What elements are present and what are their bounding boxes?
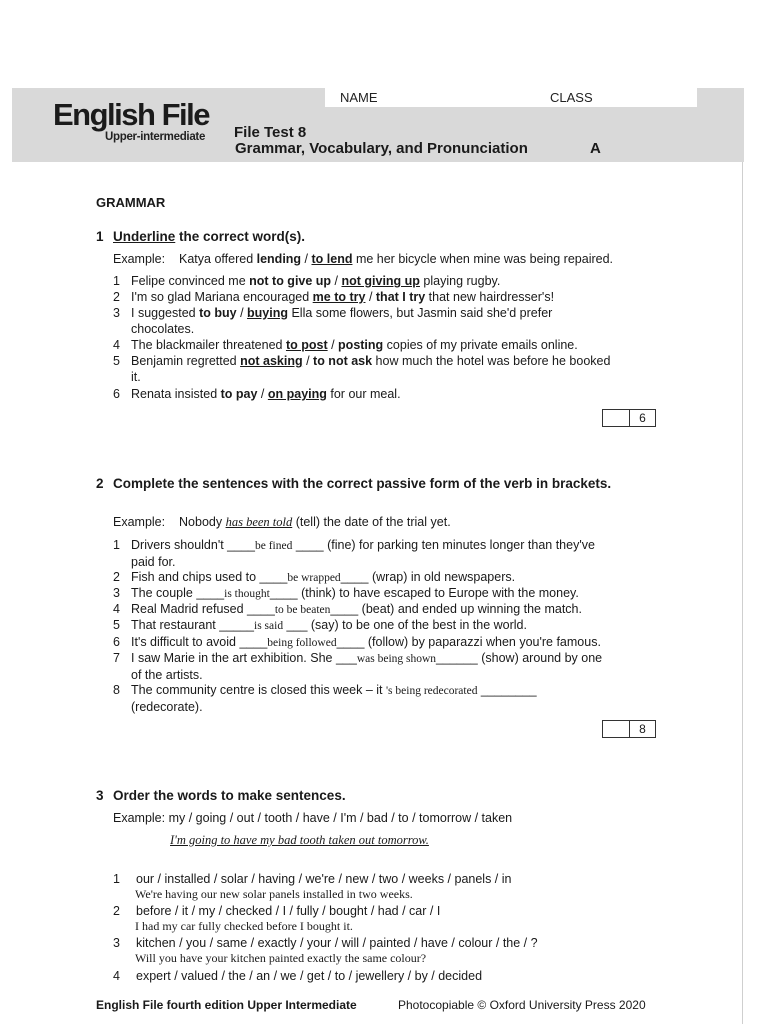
item-text-b: ___ (say) to be one of the best in the world. [283, 618, 527, 632]
example-answer: has been told [225, 515, 293, 529]
item-text-b: ________ [477, 683, 537, 697]
item-number: 4 [113, 602, 120, 616]
item-text [131, 682, 651, 715]
handwritten-answer: be wrapped [287, 572, 341, 584]
item-text [131, 601, 651, 618]
q2-heading: Complete the sentences with the correct passive form of the verb in brackets. [113, 476, 612, 491]
item-number: 6 [113, 387, 120, 401]
option-sep: / [327, 338, 339, 352]
example-label: Example: [113, 515, 166, 529]
option-2: to not ask [313, 354, 373, 368]
q3-example [113, 810, 512, 826]
q1-score: 6 [639, 411, 646, 425]
q2-score: 8 [639, 722, 646, 736]
item-number: 3 [113, 306, 120, 320]
test-title: Grammar, Vocabulary, and Pronunciation [235, 140, 528, 157]
item-text [131, 386, 651, 402]
option-sep: / [236, 306, 248, 320]
logo-title: English File [53, 97, 209, 132]
example-words: my / going / out / tooth / have / I'm / bad / to / tomorrow / taken [168, 811, 513, 825]
item-text-e: that new hairdresser's! [425, 290, 555, 304]
q1-heading [113, 229, 633, 245]
handwritten-answer: is said [254, 620, 284, 632]
item-text-e: playing rugby. [419, 274, 501, 288]
name-label: NAME [340, 90, 378, 105]
test-version: A [590, 140, 601, 157]
handwritten-answer: 's being redecorated [385, 685, 478, 697]
handwritten-answer: We're having our new solar panels installed in two weeks. [135, 887, 413, 901]
handwritten-answer: I had my car fully checked before I bought it. [135, 919, 353, 933]
item-text [131, 569, 651, 586]
handwritten-answer: is thought [224, 588, 270, 600]
example-text: (tell) the date of the trial yet. [292, 515, 451, 529]
example-option-underlined: to lend [311, 252, 353, 266]
item-number: 1 [113, 274, 120, 288]
item-number: 1 [113, 872, 120, 886]
item-continuation: (redecorate). [131, 700, 203, 714]
item-text-a: Real Madrid refused ____ [131, 602, 275, 616]
item-text-b: ____ (fine) for parking ten minutes longer than they've [292, 538, 595, 552]
q1-example [113, 251, 613, 267]
q3-number: 3 [96, 788, 104, 803]
name-class-box [325, 88, 697, 107]
q2-score-box [602, 720, 656, 738]
item-text [131, 305, 651, 337]
item-number: 4 [113, 969, 120, 983]
item-text-a: Drivers shouldn't ____ [131, 538, 255, 552]
option-sep: / [365, 290, 376, 304]
q1-heading-underline: Underline [113, 229, 176, 244]
option-2: buying [247, 306, 288, 320]
item-number: 2 [113, 570, 120, 584]
q1-number: 1 [96, 229, 104, 244]
footer-right: Photocopiable © Oxford University Press 2020 [398, 998, 646, 1012]
option-sep: / [257, 387, 268, 401]
option-1: to post [285, 338, 328, 352]
page-edge [742, 160, 743, 1024]
item-text-b: ____ (think) to have escaped to Europe with the money. [269, 586, 579, 600]
item-continuation: chocolates. [131, 322, 195, 336]
item-number: 5 [113, 618, 120, 632]
item-text-a: The couple ____ [131, 586, 225, 600]
option-1: to pay [220, 387, 258, 401]
item-text-b: ____ (beat) and ended up winning the match. [330, 602, 582, 616]
item-continuation: of the artists. [131, 668, 203, 682]
logo-subtitle: Upper-intermediate [105, 131, 206, 143]
example-sep: / [301, 252, 312, 266]
option-2: on paying [267, 387, 327, 401]
item-text [131, 337, 651, 353]
item-words: kitchen / you / same / exactly / your / will / painted / have / colour / the / ? [136, 936, 538, 950]
item-number: 1 [113, 538, 120, 552]
item-number: 8 [113, 683, 120, 697]
example-text: Katya offered [179, 252, 257, 266]
handwritten-answer: being followed [267, 637, 337, 649]
q3-heading: Order the words to make sentences. [113, 788, 346, 803]
item-number: 7 [113, 651, 120, 665]
example-option: lending [256, 252, 302, 266]
example-answer: I'm going to have my bad tooth taken out tomorrow. [170, 833, 429, 847]
item-words: before / it / my / checked / I / fully / bought / had / car / I [136, 904, 441, 918]
item-number: 3 [113, 936, 120, 950]
item-text-a: Fish and chips used to ____ [131, 570, 288, 584]
item-text-a: I'm so glad Mariana encouraged [131, 290, 313, 304]
handwritten-answer: to be beaten [274, 604, 331, 616]
item-number: 4 [113, 338, 120, 352]
item-text-a: That restaurant _____ [131, 618, 254, 632]
handwritten-answer: was being shown [356, 653, 437, 665]
option-1: not asking [240, 354, 303, 368]
item-number: 5 [113, 354, 120, 368]
class-label: CLASS [550, 90, 593, 105]
item-text-a: Felipe convinced me [131, 274, 250, 288]
item-text-a: The community centre is closed this week – it [131, 683, 386, 697]
item-text [131, 585, 651, 602]
handwritten-answer: Will you have your kitchen painted exactly the same colour? [135, 951, 427, 965]
handwritten-answer: be fined [254, 540, 293, 552]
option-1: to buy [199, 306, 237, 320]
item-words: expert / valued / the / an / we / get / to / jewellery / by / decided [136, 969, 483, 983]
item-text [131, 617, 651, 634]
item-number: 3 [113, 586, 120, 600]
q1-score-box [602, 409, 656, 427]
item-number: 6 [113, 635, 120, 649]
option-2: not giving up [341, 274, 420, 288]
item-text-a: I suggested [131, 306, 200, 320]
item-text-e: copies of my private emails online. [383, 338, 578, 352]
item-continuation: paid for. [131, 555, 176, 569]
item-text-e: Ella some flowers, but Jasmin said she'd prefer [288, 306, 553, 320]
example-label: Example: [113, 252, 166, 266]
test-number: File Test 8 [234, 124, 307, 141]
item-text [131, 353, 651, 385]
item-text [131, 537, 651, 570]
q3-example-answer [170, 832, 429, 848]
q1-heading-rest: the correct word(s). [175, 229, 306, 244]
item-text [131, 634, 651, 651]
example-text: me her bicycle when mine was being repaired. [352, 252, 614, 266]
item-text-b: ____ (wrap) in old newspapers. [340, 570, 516, 584]
option-sep: / [331, 274, 342, 288]
option-1: not to give up [249, 274, 332, 288]
item-number: 2 [113, 904, 120, 918]
item-text-a: The blackmailer threatened [131, 338, 286, 352]
item-text [131, 273, 651, 289]
option-sep: / [302, 354, 314, 368]
example-text: Nobody [179, 515, 226, 529]
item-text-a: Renata insisted [131, 387, 221, 401]
item-text-a: Benjamin regretted [131, 354, 241, 368]
item-continuation: it. [131, 370, 141, 384]
item-text-a: I saw Marie in the art exhibition. She ___ [131, 651, 357, 665]
item-text-e: for our meal. [326, 387, 401, 401]
item-text [131, 650, 651, 683]
option-2: that I try [375, 290, 426, 304]
item-words: our / installed / solar / having / we're / new / two / weeks / panels / in [136, 872, 512, 886]
item-text-b: ____ (follow) by paparazzi when you're famous. [336, 635, 601, 649]
item-number: 2 [113, 290, 120, 304]
option-1: me to try [312, 290, 366, 304]
item-text-e: how much the hotel was before he booked [372, 354, 611, 368]
option-2: posting [338, 338, 384, 352]
q2-example [113, 514, 451, 530]
item-text-b: ______ (show) around by one [436, 651, 603, 665]
footer-left: English File fourth edition Upper Intermediate [96, 998, 357, 1012]
item-text [131, 289, 651, 305]
section-heading: GRAMMAR [96, 195, 166, 210]
item-text-a: It's difficult to avoid ____ [131, 635, 268, 649]
example-label: Example: [113, 811, 166, 825]
q2-number: 2 [96, 476, 104, 491]
